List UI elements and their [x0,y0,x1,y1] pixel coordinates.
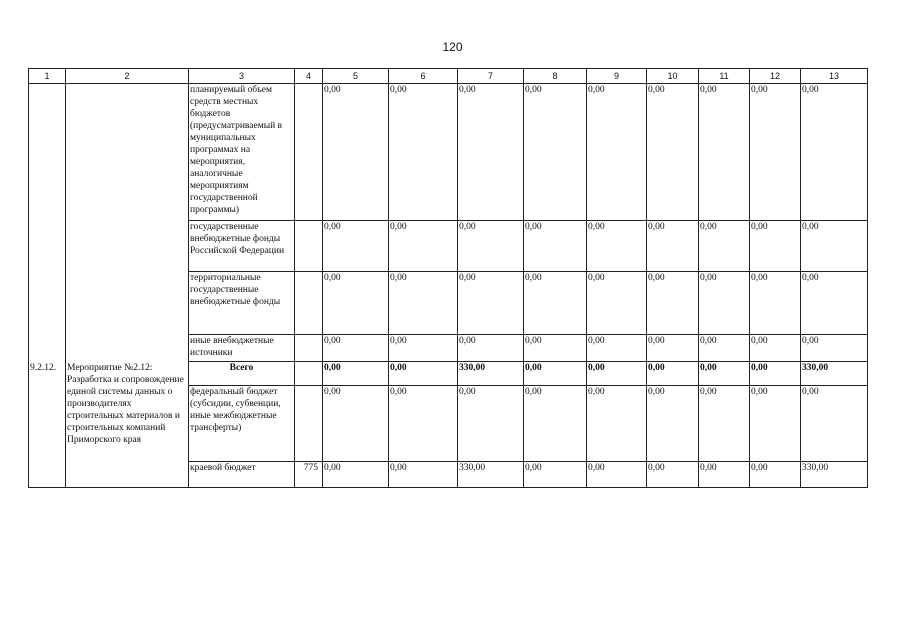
header-cell: 7 [458,69,524,84]
funding-source: планируемый объем средств местных бюджетов (предусматриваемый в муниципальных программах на мероприятия, аналогичные мероприятиям государственной программы) [189,84,295,221]
measure-name-cell [66,84,189,362]
value-cell: 0,00 [587,335,647,362]
value-cell: 0,00 [389,272,458,335]
header-cell: 5 [323,69,389,84]
funding-source-total: Всего [189,362,295,386]
value-cell: 330,00 [458,462,524,488]
value-cell: 0,00 [647,84,699,221]
value-cell: 0,00 [750,84,801,221]
value-cell: 0,00 [699,386,750,462]
budget-code [295,335,323,362]
header-cell: 3 [189,69,295,84]
value-cell: 0,00 [647,386,699,462]
value-cell: 0,00 [323,84,389,221]
measure-number-cell [29,84,66,362]
funding-source: краевой бюджет [189,462,295,488]
value-cell: 0,00 [458,221,524,272]
value-cell: 0,00 [524,335,587,362]
funding-source: территориальные государственные внебюджетные фонды [189,272,295,335]
header-cell: 9 [587,69,647,84]
value-cell: 0,00 [647,462,699,488]
value-cell: 0,00 [699,221,750,272]
value-cell: 0,00 [699,362,750,386]
header-cell: 2 [66,69,189,84]
value-cell: 0,00 [750,386,801,462]
value-cell: 0,00 [323,362,389,386]
funding-source: государственные внебюджетные фонды Российской Федерации [189,221,295,272]
header-cell: 8 [524,69,587,84]
value-cell: 0,00 [647,221,699,272]
value-cell: 0,00 [587,362,647,386]
value-cell: 0,00 [587,386,647,462]
value-cell: 0,00 [750,272,801,335]
header-cell: 13 [801,69,868,84]
value-cell: 0,00 [524,386,587,462]
value-cell: 0,00 [323,272,389,335]
header-cell: 4 [295,69,323,84]
budget-code [295,221,323,272]
value-cell: 0,00 [524,84,587,221]
value-cell: 0,00 [389,335,458,362]
value-cell: 0,00 [750,362,801,386]
value-cell: 0,00 [750,221,801,272]
measure-number: 9.2.12. [29,362,66,488]
measure-name: Мероприятие №2.12: Разработка и сопровождение единой системы данных о производителях строительных материалов и строительных компаний Приморского края [66,362,189,488]
value-cell: 0,00 [647,272,699,335]
value-cell: 0,00 [587,272,647,335]
value-cell: 0,00 [389,386,458,462]
budget-code [295,272,323,335]
value-cell: 0,00 [647,335,699,362]
page-number: 120 [442,40,463,54]
funding-source: федеральный бюджет (субсидии, субвенции, иные межбюджетные трансферты) [189,386,295,462]
table-row [29,362,868,386]
value-cell: 0,00 [750,335,801,362]
value-cell: 0,00 [801,386,868,462]
value-cell: 0,00 [323,221,389,272]
value-cell: 0,00 [587,84,647,221]
budget-code [295,386,323,462]
header-row [29,69,868,84]
value-cell: 0,00 [801,272,868,335]
value-cell: 0,00 [647,362,699,386]
budget-table [28,68,868,488]
value-cell: 0,00 [587,221,647,272]
header-cell: 11 [699,69,750,84]
value-cell: 0,00 [801,221,868,272]
value-cell: 0,00 [389,221,458,272]
value-cell: 330,00 [801,362,868,386]
budget-code: 775 [295,462,323,488]
value-cell: 0,00 [699,335,750,362]
value-cell: 0,00 [458,272,524,335]
budget-code [295,362,323,386]
value-cell: 0,00 [801,335,868,362]
value-cell: 0,00 [323,335,389,362]
value-cell: 0,00 [458,386,524,462]
value-cell: 0,00 [801,84,868,221]
value-cell: 0,00 [458,335,524,362]
header-cell: 1 [29,69,66,84]
value-cell: 0,00 [750,462,801,488]
value-cell: 0,00 [524,272,587,335]
value-cell: 0,00 [389,84,458,221]
value-cell: 0,00 [323,462,389,488]
value-cell: 0,00 [389,462,458,488]
value-cell: 0,00 [524,462,587,488]
header-cell: 10 [647,69,699,84]
header-cell: 6 [389,69,458,84]
value-cell: 0,00 [699,84,750,221]
header-cell: 12 [750,69,801,84]
value-cell: 0,00 [699,272,750,335]
funding-source: иные внебюджетные источники [189,335,295,362]
budget-code [295,84,323,221]
value-cell: 0,00 [458,84,524,221]
value-cell: 330,00 [801,462,868,488]
value-cell: 0,00 [524,221,587,272]
value-cell: 0,00 [699,462,750,488]
value-cell: 330,00 [458,362,524,386]
value-cell: 0,00 [323,386,389,462]
value-cell: 0,00 [524,362,587,386]
value-cell: 0,00 [389,362,458,386]
table-row [29,84,868,221]
value-cell: 0,00 [587,462,647,488]
